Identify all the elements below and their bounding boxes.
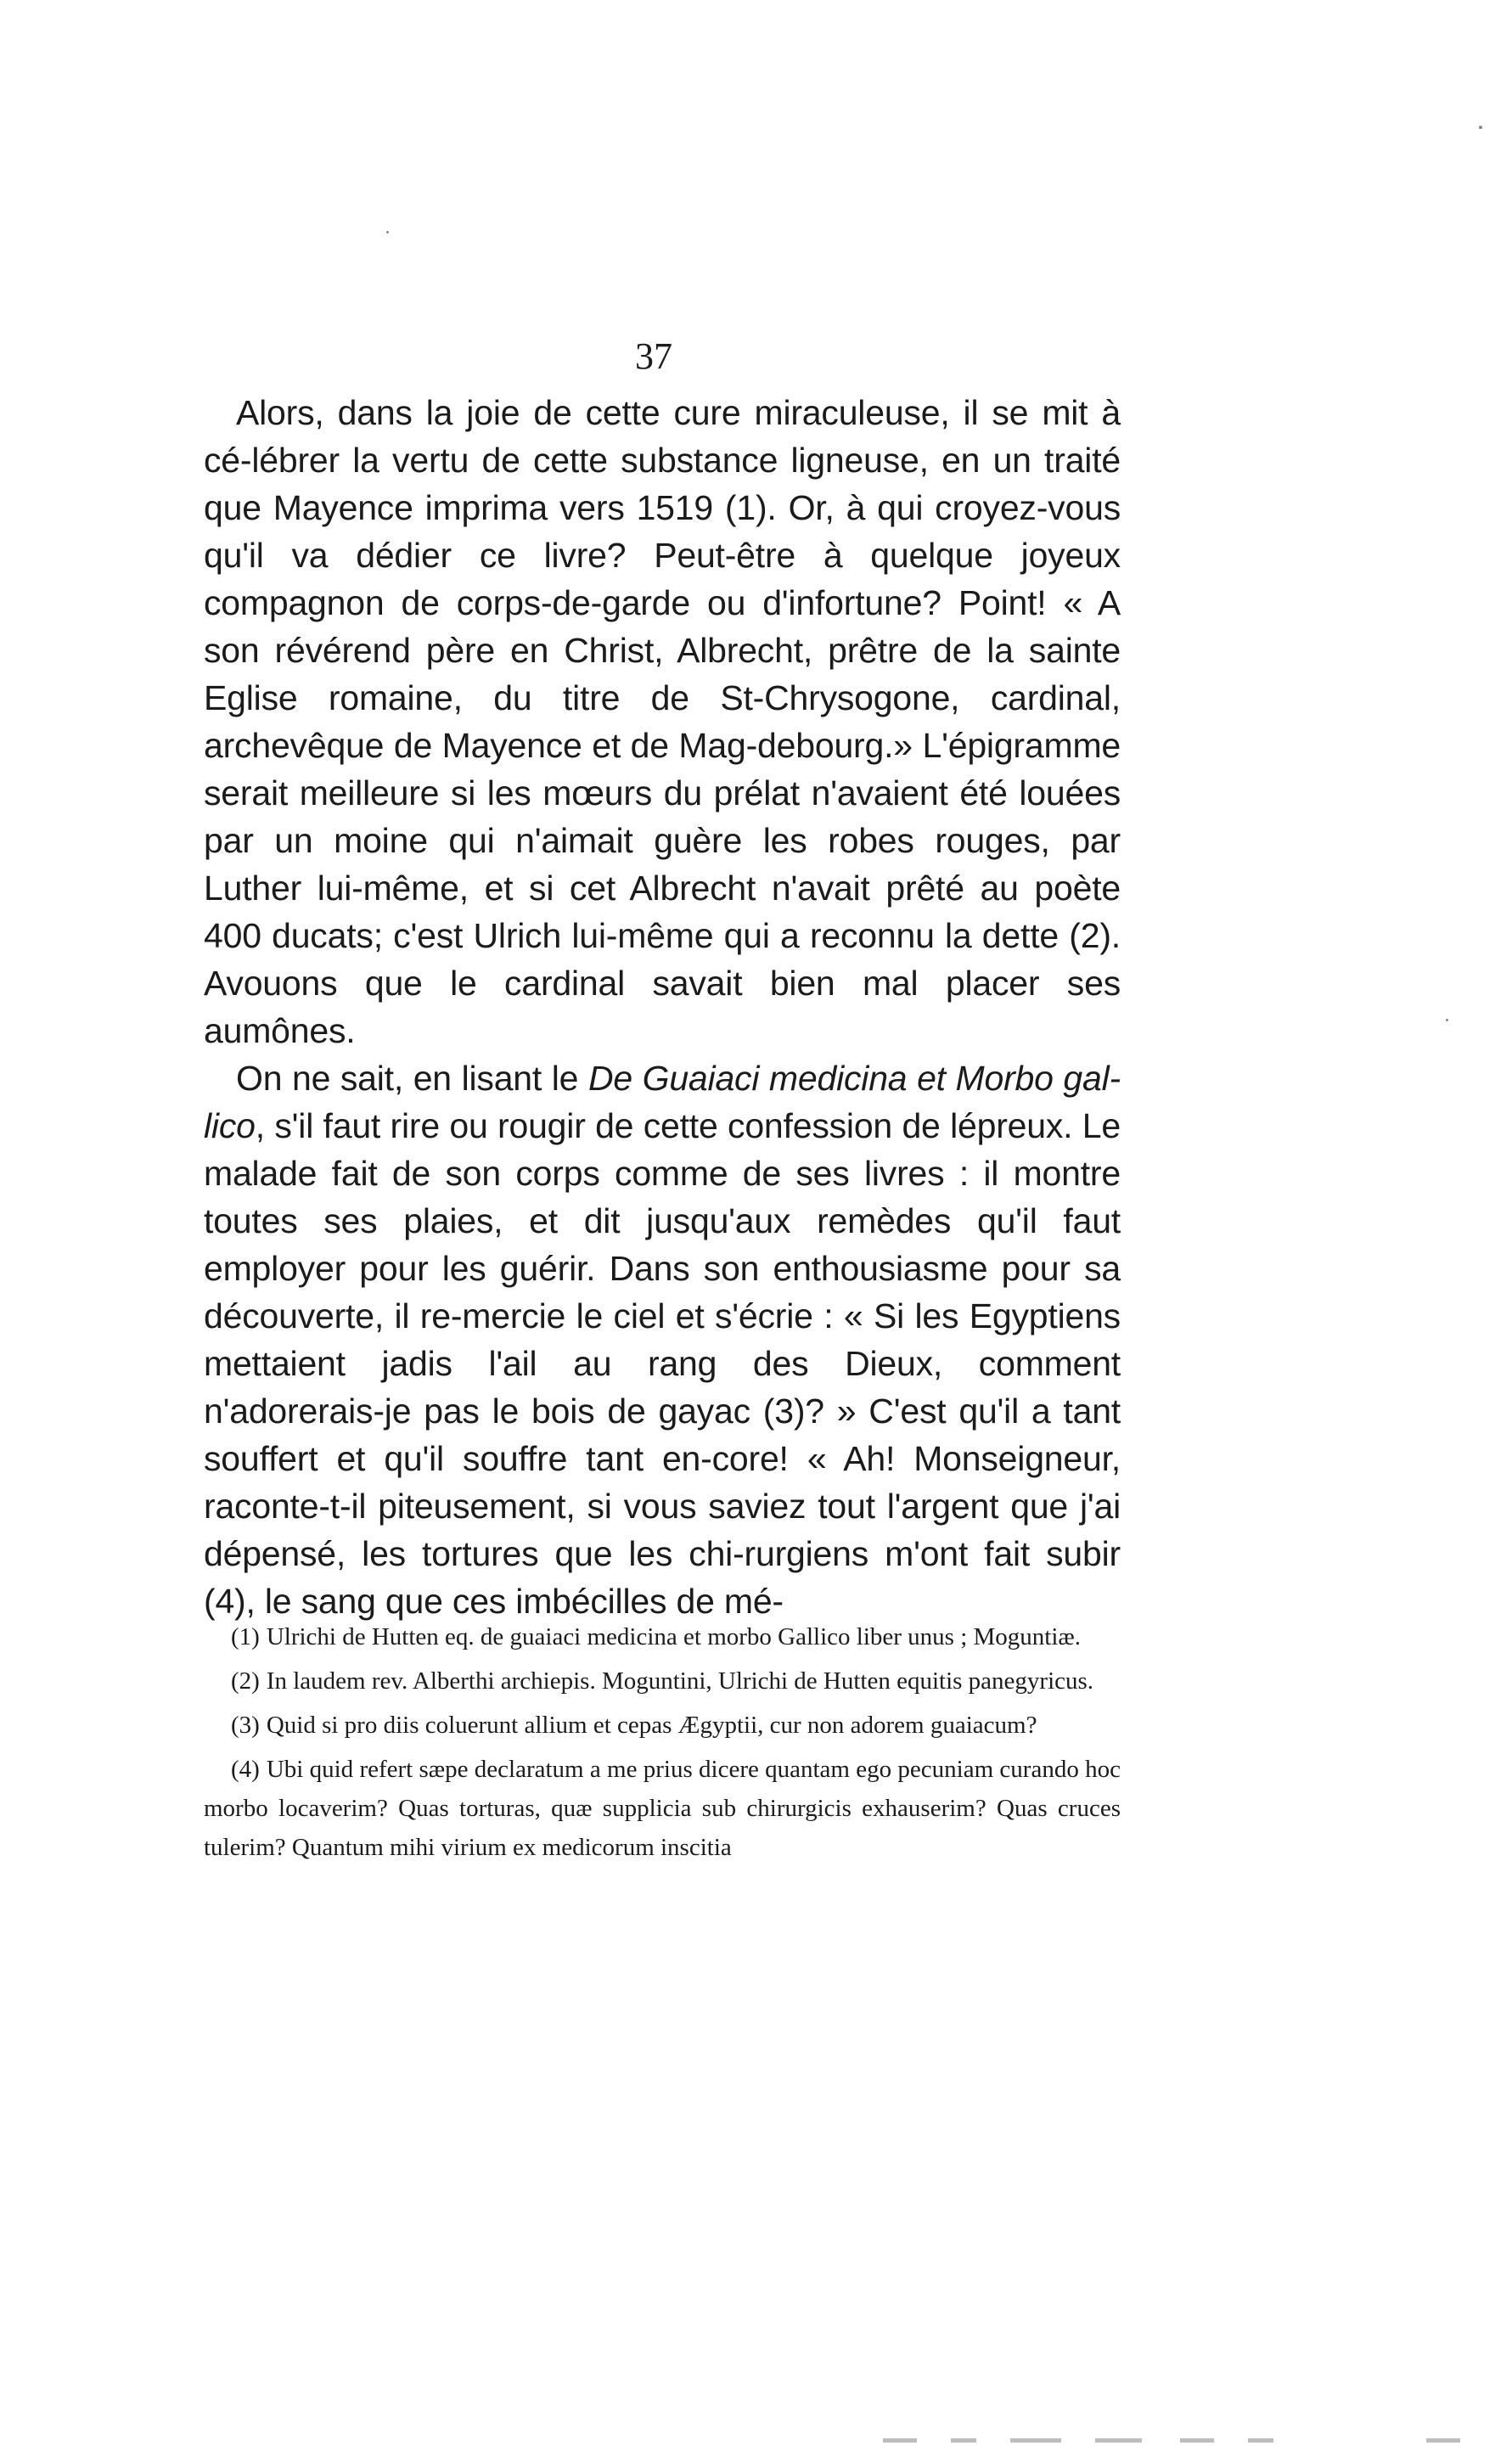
footnote-3 (204, 1706, 1121, 1745)
main-text (204, 389, 1121, 1625)
footnote-4 (204, 1750, 1121, 1867)
paragraph-1 (204, 389, 1121, 1054)
paragraph-2-text-start: On ne sait, en lisant le (236, 1059, 588, 1098)
footnote-text: Quid si pro diis coluerunt allium et cepas Ægyptii, cur non adorem guaiacum? (266, 1712, 1037, 1739)
footnote-text: Ubi quid refert sæpe declaratum a me prius dicere quantam ego pecuniam curando hoc morbo locaverim? Quas torturas, quæ supplicia sub chirurgicis exhauserim? Quas cruces tulerim? Quantum mihi virium ex medicorum inscitia (204, 1756, 1121, 1861)
footnote-1 (204, 1617, 1121, 1656)
page-number: 37 (635, 335, 672, 377)
footnote-mark: (1) (231, 1623, 260, 1650)
paragraph-2-text-rest: , s'il faut rire ou rougir de cette confession de lépreux. Le malade fait de son corps comme de ses livres : il montre toutes ses plaies, et dit jusqu'aux remèdes qu'il faut employer pour les guérir. Dans son enthousiasme pour sa découverte, il re-mercie le ciel et s'écrie : « Si les Egyptiens mettaient jadis l'ail au rang des Dieux, comment n'adorerais-je pas le bois de gayac (3)? » C'est qu'il a tant souffert et qu'il souffre tant en-core! « Ah! Monseigneur, raconte-t-il piteusement, si vous saviez tout l'argent que j'ai dépensé, les tortures que les chi-rurgiens m'ont fait subir (4), le sang que ces imbécilles de mé- (204, 1106, 1121, 1621)
scan-edge-marks (883, 2438, 1494, 2445)
footnote-mark: (4) (231, 1756, 260, 1783)
footnotes (204, 1617, 1121, 1872)
footnote-mark: (2) (231, 1667, 260, 1695)
footnote-text: In laudem rev. Alberthi archiepis. Moguntini, Ulrichi de Hutten equitis panegyricus. (266, 1667, 1094, 1695)
footnote-2 (204, 1661, 1121, 1701)
footnote-text: Ulrichi de Hutten eq. de guaiaci medicina et morbo Gallico liber unus ; Moguntiæ. (266, 1623, 1082, 1650)
footnote-mark: (3) (231, 1712, 260, 1739)
scan-speck (386, 231, 389, 233)
scan-speck (1479, 126, 1482, 129)
book-title: De Guaiaci medicina et Morbo gal-lico (204, 1059, 1121, 1145)
scan-speck (1446, 1019, 1448, 1021)
paragraph-1-text: Alors, dans la joie de cette cure miraculeuse, il se mit à cé-lébrer la vertu de cette substance ligneuse, en un traité que Mayence imprima vers 1519 (1). Or, à qui croyez-vous qu'il va dédier ce livre? Peut-être à quelque joyeux compagnon de corps-de-garde ou d'infortune? Point! « A son révérend père en Christ, Albrecht, prêtre de la sainte Eglise romaine, du titre de St-Chrysogone, cardinal, archevêque de Mayence et de Mag-debourg.» L'épigramme serait meilleure si les mœurs du prélat n'avaient été louées par un moine qui n'aimait guère les robes rouges, par Luther lui-même, et si cet Albrecht n'avait prêté au poète 400 ducats; c'est Ulrich lui-même qui a reconnu la dette (2). Avouons que le cardinal savait bien mal placer ses aumônes. (204, 393, 1121, 1050)
paragraph-2 (204, 1054, 1121, 1625)
